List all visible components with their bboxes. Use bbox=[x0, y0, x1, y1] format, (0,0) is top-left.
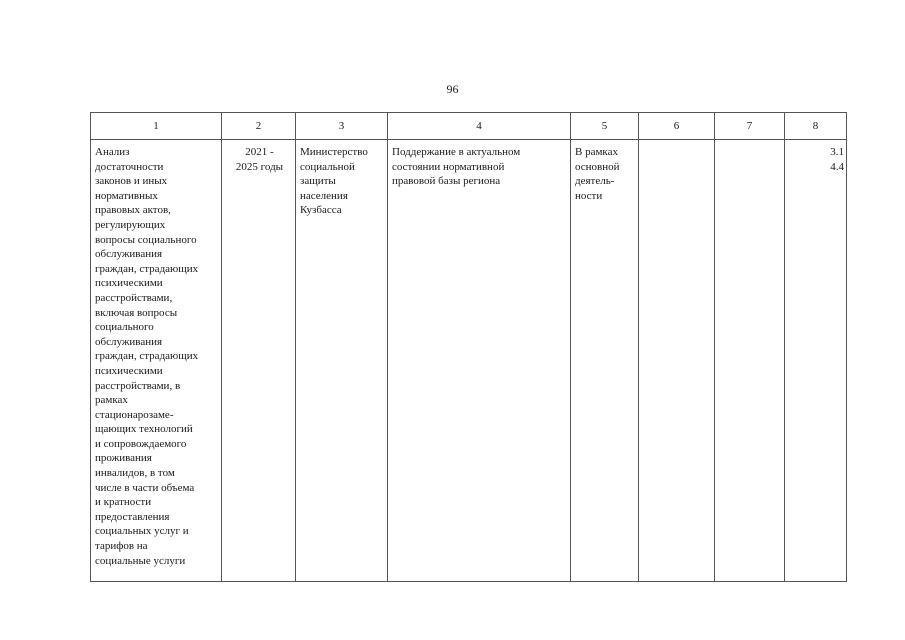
cell-text-line: Поддержание в актуальном bbox=[392, 146, 521, 158]
measures-table bbox=[90, 112, 847, 582]
cell-text-line: обслуживания bbox=[95, 248, 163, 261]
cell-text-line: правовых актов, bbox=[95, 204, 171, 217]
cell-text-line: деятель- bbox=[575, 175, 615, 188]
cell-text-line: 2025 годы bbox=[235, 160, 284, 173]
cell-text-line: состоянии нормативной bbox=[392, 160, 505, 173]
cell-text-line: рамках bbox=[95, 394, 128, 407]
result-cell bbox=[388, 140, 571, 582]
cell-text-line: социальной bbox=[300, 160, 355, 173]
header-cell-6: 6 bbox=[639, 113, 715, 140]
cell-text-line: защиты bbox=[300, 175, 336, 188]
cell-text-line: инвалидов, в том bbox=[95, 467, 175, 480]
cell-text-line: ности bbox=[575, 189, 603, 202]
funding-cell bbox=[571, 140, 639, 582]
cell-text-line: правовой базы региона bbox=[392, 175, 501, 188]
cell-text-line: основной bbox=[575, 160, 620, 173]
cell-text-line: нормативных bbox=[95, 189, 158, 202]
cell-text-line: обслуживания bbox=[95, 335, 163, 348]
cell-text-line: социальные услуги bbox=[95, 554, 186, 567]
cell-text-line: предоставления bbox=[95, 510, 170, 523]
cell-text-line: психическими bbox=[95, 277, 163, 290]
header-cell-1: 1 bbox=[91, 113, 222, 140]
cell-text-line: вопросы социального bbox=[95, 233, 197, 246]
cell-text-line: тарифов на bbox=[95, 540, 148, 553]
header-cell-4: 4 bbox=[388, 113, 571, 140]
cell-text-line: расстройствами, в bbox=[95, 379, 181, 392]
period-cell bbox=[222, 140, 296, 582]
cell-text-line: законов и иных bbox=[95, 175, 168, 188]
cell-text-line: расстройствами, bbox=[95, 291, 173, 304]
header-cell-3: 3 bbox=[296, 113, 388, 140]
cell-text-line: психическими bbox=[95, 364, 163, 377]
cell-text-line: В рамках bbox=[575, 146, 618, 158]
table-header-row bbox=[91, 113, 847, 140]
cell-text-line: граждан, страдающих bbox=[95, 262, 199, 275]
cell-text-line: включая вопросы bbox=[95, 306, 178, 319]
cell-text-line: Кузбасса bbox=[300, 204, 342, 217]
cell-text-line: проживания bbox=[95, 452, 152, 465]
cell-text-line: регулирующих bbox=[95, 218, 166, 231]
executor-cell bbox=[296, 140, 388, 582]
page-number: 96 bbox=[446, 82, 459, 96]
col7-cell bbox=[715, 140, 785, 582]
table-row bbox=[91, 140, 847, 582]
cell-text-line: Анализ bbox=[95, 146, 130, 158]
cell-text-line: 2021 - bbox=[245, 146, 274, 158]
cell-text-line: социального bbox=[95, 321, 154, 334]
header-cell-8: 8 bbox=[785, 113, 847, 140]
cell-text-line: щающих технологий bbox=[95, 423, 193, 436]
cell-text-line: стационарозаме- bbox=[95, 408, 174, 421]
cell-text-line: достаточности bbox=[95, 160, 164, 173]
cell-text-line: населения bbox=[300, 189, 348, 202]
cell-text-line: 3.1 bbox=[830, 146, 844, 158]
header-cell-2: 2 bbox=[222, 113, 296, 140]
header-cell-5: 5 bbox=[571, 113, 639, 140]
col6-cell bbox=[639, 140, 715, 582]
cell-text-line: числе в части объема bbox=[95, 481, 195, 494]
cell-text-line: и кратности bbox=[95, 496, 152, 509]
cell-text-line: Министерство bbox=[300, 146, 368, 158]
cell-text-line: 4.4 bbox=[830, 160, 844, 173]
measure-cell bbox=[91, 140, 222, 582]
cell-text-line: граждан, страдающих bbox=[95, 350, 199, 363]
header-cell-7: 7 bbox=[715, 113, 785, 140]
indicator-cell bbox=[785, 140, 847, 582]
cell-text-line: и сопровождаемого bbox=[95, 437, 187, 450]
cell-text-line: социальных услуг и bbox=[95, 525, 189, 538]
